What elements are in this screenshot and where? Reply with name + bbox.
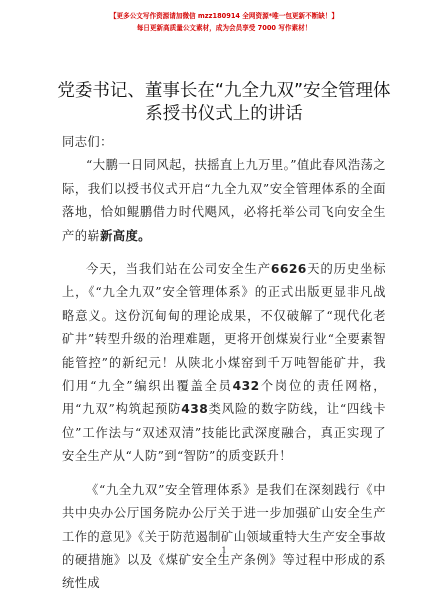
paragraph-2-number-days: 6626 [270, 262, 307, 277]
promo-banner-line-2: 每日更新高质量公文素材，成为会员享受 7000 写作素材！ [136, 24, 312, 32]
paragraph-2-number-risks: 438 [181, 402, 209, 417]
document-title-line-2: 系授书仪式上的讲话 [145, 104, 303, 124]
document-title [0, 80, 448, 126]
promo-banner [0, 10, 448, 34]
document-title-line-1: 党委书记、董事长在“九全九双”安全管理体 [57, 81, 391, 101]
paragraph-2 [62, 258, 386, 469]
paragraph-1-text: “大鹏一日同风起，扶摇直上九万里。”值此春风浩荡之际，我们以授书仪式开启“九全九双”安全管理体系的全面落地，恰如鲲鹏借力时代飓风，必将托举公司飞向安全生产的崭 [62, 158, 386, 243]
paragraph-2-part-4: 类风险的数字防线，让“四线卡位”工作法与“双述双清”技能比武深度融合，真正实现了安全生产从“人防”到“智防”的质变跃升！ [62, 402, 386, 464]
promo-banner-line-1: 【更多公文写作资源请加微信 mzz180914 全网资源*唯一包更新不断缺！】 [109, 12, 339, 20]
paragraph-2-part-2: 天的历史坐标上，《“九全九双”安全管理体系》的正式出版更显非凡战略意义。这份沉甸甸的理论成果，不仅破解了“现代化老矿井”转型升级的治理难题，更将开创煤炭行业“全要素智能管控”的新纪元！从陕北小煤窑到千万吨智能矿井，我们用“九全”编织出覆盖全员 [62, 262, 386, 394]
paragraph-2-part-3: 个岗位的责任网格，用“九双”构筑起预防 [62, 379, 386, 417]
paragraph-3: 《“九全九双”安全管理体系》是我们在深刻践行《中共中央办公厅国务院办公厅关于进一步加强矿山安全生产工作的意见》《关于防范遏制矿山领域重特大生产安全事故的硬措施》以及《煤矿安全生产条例》等过程中形成的系统性成 [62, 482, 386, 591]
document-body [62, 131, 386, 596]
paragraph-2-number-posts: 432 [232, 379, 260, 394]
paragraph-2-part-1: 今天，当我们站在公司安全生产 [86, 262, 271, 277]
paragraph-1 [62, 154, 386, 248]
salutation: 同志们： [62, 135, 113, 149]
paragraph-1-bold-end: 新高度。 [100, 228, 151, 243]
page-number: 1 [221, 546, 227, 555]
